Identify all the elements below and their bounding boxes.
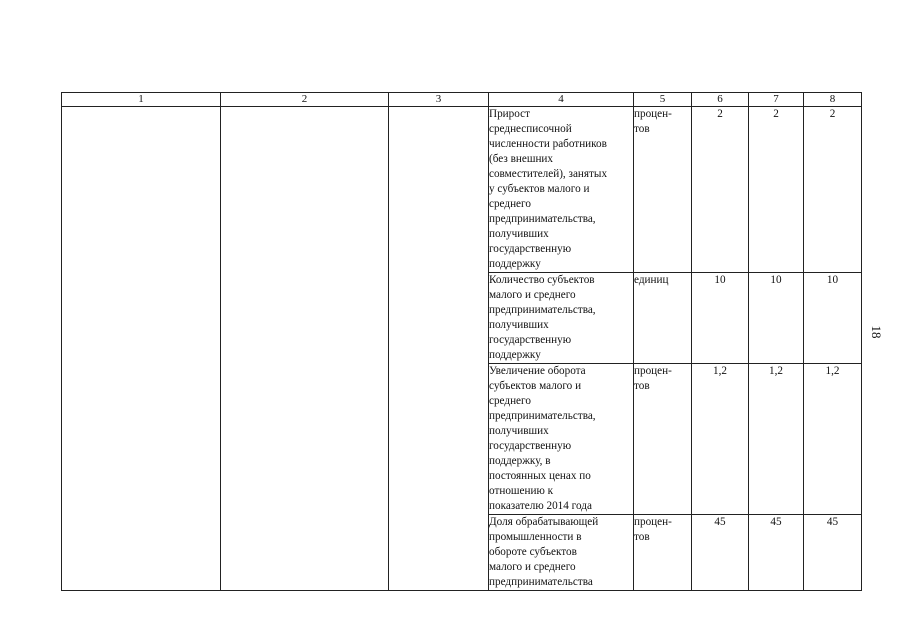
- unit-of-measure: единиц: [634, 273, 692, 364]
- value-col6: 1,2: [692, 364, 749, 515]
- indicator-name: Количество субъектов малого и среднего предпринимательства, получивших государственную поддержку: [489, 273, 634, 364]
- value-col7: 10: [749, 273, 804, 364]
- indicators-table: [61, 92, 862, 591]
- unit-of-measure: процен- тов: [634, 515, 692, 591]
- column-number-row: [62, 93, 862, 107]
- indicator-name: Доля обрабатывающей промышленности в обороте субъектов малого и среднего предпринимательства: [489, 515, 634, 591]
- value-col7: 45: [749, 515, 804, 591]
- column-number: 1: [62, 93, 221, 107]
- column-number: 6: [692, 93, 749, 107]
- table-row: [62, 107, 862, 273]
- value-col7: 2: [749, 107, 804, 273]
- column-number: 2: [221, 93, 389, 107]
- value-col8: 2: [804, 107, 862, 273]
- value-col6: 45: [692, 515, 749, 591]
- empty-cell-col3: [389, 107, 489, 591]
- value-col6: 2: [692, 107, 749, 273]
- unit-of-measure: процен- тов: [634, 364, 692, 515]
- empty-cell-col1: [62, 107, 221, 591]
- indicator-name: Увеличение оборота субъектов малого и среднего предпринимательства, получивших государственную поддержку, в постоянных ценах по отношению к показателю 2014 года: [489, 364, 634, 515]
- page-number: 18: [869, 325, 884, 339]
- column-number: 5: [634, 93, 692, 107]
- column-number: 7: [749, 93, 804, 107]
- indicator-name: Прирост среднесписочной численности работников (без внешних совместителей), занятых у субъектов малого и среднего предпринимательства, получивших государственную поддержку: [489, 107, 634, 273]
- value-col8: 1,2: [804, 364, 862, 515]
- empty-cell-col2: [221, 107, 389, 591]
- value-col8: 10: [804, 273, 862, 364]
- column-number: 4: [489, 93, 634, 107]
- value-col6: 10: [692, 273, 749, 364]
- column-number: 3: [389, 93, 489, 107]
- value-col7: 1,2: [749, 364, 804, 515]
- value-col8: 45: [804, 515, 862, 591]
- unit-of-measure: процен- тов: [634, 107, 692, 273]
- column-number: 8: [804, 93, 862, 107]
